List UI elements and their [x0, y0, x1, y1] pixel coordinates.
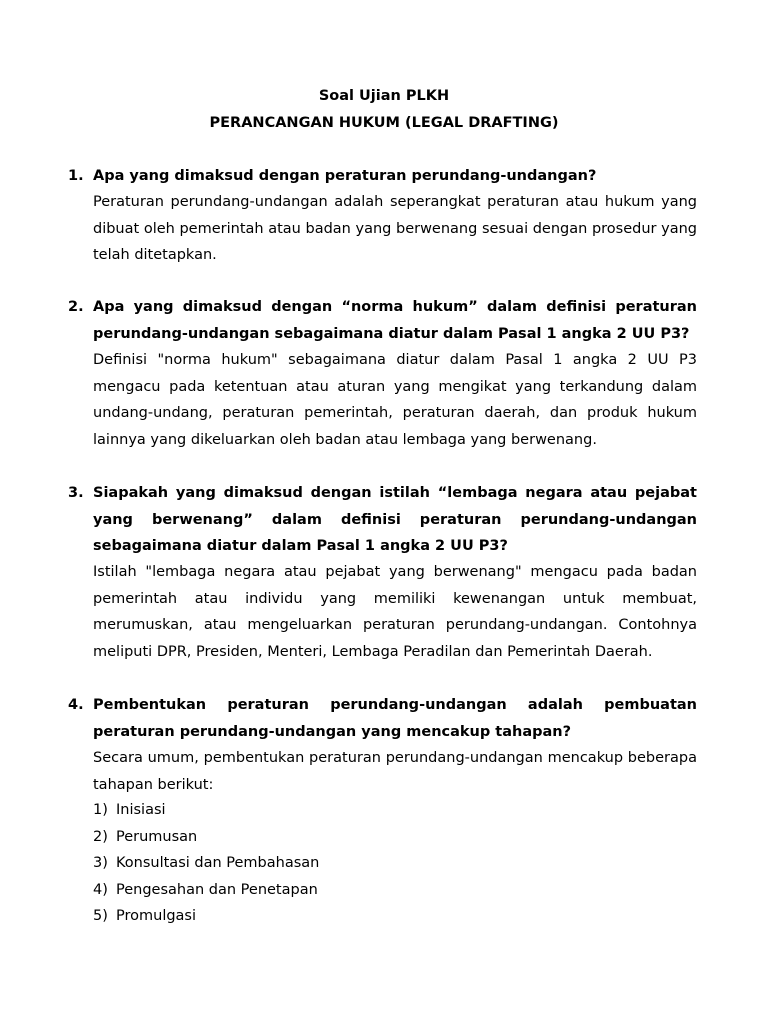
document-title: Soal Ujian PLKH: [318, 88, 450, 104]
list-item: [93, 850, 697, 877]
list-item-number: 2): [93, 828, 108, 845]
list-item: [93, 903, 697, 930]
question-number: 4.: [68, 697, 84, 713]
list-item-label: Promulgasi: [116, 908, 197, 924]
question-number: 2.: [68, 299, 84, 315]
question-text: Siapakah yang dimaksud dengan istilah “lembaga negara atau pejabat yang berwenang” dalam definisi peraturan perundang-undangan sebagaimana diatur dalam Pasal 1 angka 2 UU P3?: [93, 485, 697, 554]
answer-text: Secara umum, pembentukan peraturan perundang-undangan mencakup beberapa tahapan berikut:: [93, 750, 697, 793]
list-item-label: Pengesahan dan Penetapan: [116, 881, 318, 898]
steps-list: [93, 797, 697, 930]
answer-text: Istilah "lembaga negara atau pejabat yang berwenang" mengacu pada badan pemerintah atau individu yang memiliki kewenangan untuk membuat, merumuskan, atau mengeluarkan peraturan perundang-undangan. Contohnya meliputi DPR, Presiden, Menteri, Lembaga Peradilan dan Pemerintah Daerah.: [93, 564, 697, 660]
document-subtitle: PERANCANGAN HUKUM (LEGAL DRAFTING): [209, 115, 559, 131]
answer-text: Definisi "norma hukum" sebagaimana diatur dalam Pasal 1 angka 2 UU P3 mengacu pada ketentuan atau aturan yang mengikat yang terkandung dalam undang-undang, peraturan pemerintah, peraturan daerah, dan produk hukum lainnya yang dikeluarkan oleh badan atau lembaga yang berwenang.: [93, 352, 697, 448]
question-number: 1.: [68, 168, 84, 184]
list-item: [93, 824, 697, 851]
list-item-number: 3): [93, 855, 108, 871]
list-item-number: 5): [93, 908, 108, 924]
question-text: Apa yang dimaksud dengan “norma hukum” dalam definisi peraturan perundang-undangan sebagaimana diatur dalam Pasal 1 angka 2 UU P3?: [93, 299, 697, 342]
question-text: Apa yang dimaksud dengan peraturan perundang-undangan?: [93, 168, 597, 184]
list-item-number: 4): [93, 881, 108, 898]
list-item-label: Konsultasi dan Pembahasan: [116, 855, 320, 871]
list-item-label: Inisiasi: [116, 802, 166, 818]
list-item: [93, 877, 697, 904]
answer-text: Peraturan perundang-undangan adalah seperangkat peraturan atau hukum yang dibuat oleh pemerintah atau badan yang berwenang sesuai dengan prosedur yang telah ditetapkan.: [93, 194, 697, 263]
list-item-label: Perumusan: [116, 828, 198, 845]
list-item: [93, 797, 697, 824]
question-text: Pembentukan peraturan perundang-undangan adalah pembuatan peraturan perundang-undangan yang mencakup tahapan?: [93, 697, 697, 740]
list-item-number: 1): [93, 802, 108, 818]
question-number: 3.: [68, 485, 84, 501]
